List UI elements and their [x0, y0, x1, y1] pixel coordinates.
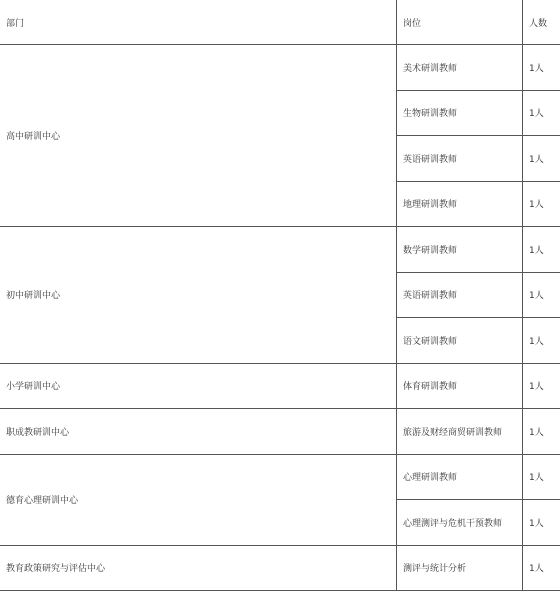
department-cell: 德育心理研训中心 [0, 454, 397, 545]
count-cell: 1人 [523, 500, 560, 546]
header-position: 岗位 [397, 0, 523, 45]
position-cell: 心理研训教师 [397, 454, 523, 500]
position-cell: 旅游及财经商贸研训教师 [397, 409, 523, 455]
position-cell: 地理研训教师 [397, 181, 523, 227]
table-row [0, 227, 560, 273]
table-row [0, 545, 560, 591]
count-cell: 1人 [523, 545, 560, 591]
count-cell: 1人 [523, 136, 560, 182]
department-cell: 职成教研训中心 [0, 409, 397, 455]
position-cell: 数学研训教师 [397, 227, 523, 273]
table-row [0, 454, 560, 500]
department-cell: 初中研训中心 [0, 227, 397, 364]
count-cell: 1人 [523, 272, 560, 318]
department-cell: 小学研训中心 [0, 363, 397, 409]
department-cell: 教育政策研究与评估中心 [0, 545, 397, 591]
position-cell: 美术研训教师 [397, 45, 523, 91]
position-cell: 测评与统计分析 [397, 545, 523, 591]
department-cell: 高中研训中心 [0, 45, 397, 227]
header-count: 人数 [523, 0, 560, 45]
table-row [0, 363, 560, 409]
position-cell: 体育研训教师 [397, 363, 523, 409]
header-department: 部门 [0, 0, 397, 45]
count-cell: 1人 [523, 181, 560, 227]
count-cell: 1人 [523, 45, 560, 91]
position-cell: 英语研训教师 [397, 136, 523, 182]
count-cell: 1人 [523, 363, 560, 409]
count-cell: 1人 [523, 454, 560, 500]
position-cell: 语文研训教师 [397, 318, 523, 364]
position-cell: 英语研训教师 [397, 272, 523, 318]
table-row [0, 409, 560, 455]
position-cell: 心理测评与危机干预教师 [397, 500, 523, 546]
position-cell: 生物研训教师 [397, 90, 523, 136]
count-cell: 1人 [523, 318, 560, 364]
count-cell: 1人 [523, 227, 560, 273]
table-header-row [0, 0, 560, 45]
table-row [0, 45, 560, 91]
count-cell: 1人 [523, 409, 560, 455]
count-cell: 1人 [523, 90, 560, 136]
